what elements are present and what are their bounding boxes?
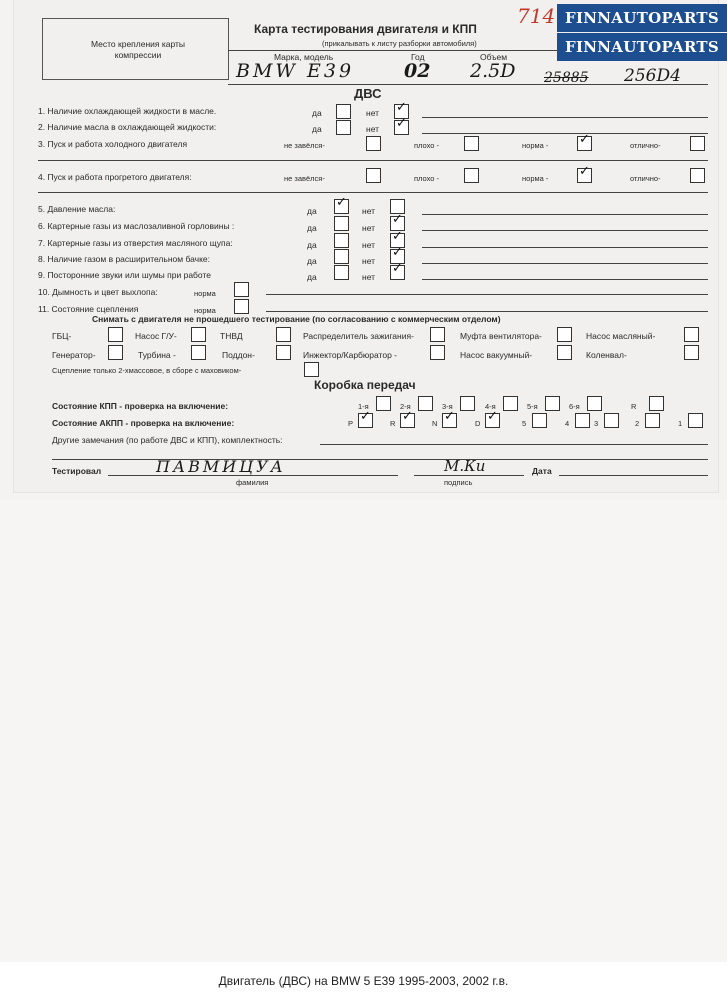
auto-gear-label: 5 <box>522 419 527 428</box>
remove-title: Снимать с двигателя не прошедшего тестирование (по согласованию с коммерческим отделом) <box>92 314 501 324</box>
signature: М.Ки <box>444 457 486 475</box>
item-4-bad: плохо - <box>414 174 440 183</box>
item-3-norm-check-icon: ✓ <box>579 132 590 147</box>
item-4-bad-box[interactable] <box>464 168 479 183</box>
header-volume-label: Объем <box>480 52 508 62</box>
manual-gear-box[interactable] <box>649 396 664 411</box>
item-2: 2. Наличие масла в охлаждающей жидкости: <box>38 122 217 132</box>
item-9-yes-box[interactable] <box>334 265 349 280</box>
item-3-excellent-box[interactable] <box>690 136 705 151</box>
item-4: 4. Пуск и работа прогретого двигателя: <box>38 172 192 182</box>
item-8-yes: да <box>307 256 317 266</box>
form-number: 714 <box>517 4 556 28</box>
part-tnvd-box[interactable] <box>276 327 291 342</box>
item-3: 3. Пуск и работа холодного двигателя <box>38 139 188 149</box>
manual-gear-label: 6-я <box>569 402 580 411</box>
item-5-no: нет <box>362 206 376 216</box>
item-10: 10. Дымность и цвет выхлопа: <box>38 287 158 297</box>
section-gearbox-title: Коробка передач <box>314 378 416 392</box>
auto-gear-check-icon: ✓ <box>402 409 413 424</box>
auto-gear-check-icon: ✓ <box>487 409 498 424</box>
item-8-yes-box[interactable] <box>334 249 349 264</box>
auto-gear-label: 4 <box>565 419 570 428</box>
auto-gear-label: N <box>432 419 438 428</box>
item-6: 6. Картерные газы из маслозаливной горловины : <box>38 221 235 231</box>
item-2-yes: да <box>312 124 322 134</box>
part-injector: Инжектор/Карбюратор - <box>303 350 398 360</box>
part-generator-box[interactable] <box>108 345 123 360</box>
item-7-no: нет <box>362 240 376 250</box>
kpp-label: Состояние КПП - проверка на включение: <box>52 401 229 411</box>
watermark-2: FINNAUTOPARTS <box>557 33 727 61</box>
image-caption: Двигатель (ДВС) на BMW 5 E39 1995-2003, 2002 г.в. <box>0 962 727 1000</box>
part-pallet-box[interactable] <box>276 345 291 360</box>
manual-gear-label: 2-я <box>400 402 411 411</box>
section-engine-title: ДВС <box>354 86 382 101</box>
part-oilpump-box[interactable] <box>684 327 699 342</box>
item-5: 5. Давление масла: <box>38 204 116 214</box>
form-subtitle: (прикалывать к листу разборки автомобиля) <box>322 39 477 48</box>
part-injector-box[interactable] <box>430 345 445 360</box>
item-4-norm: норма - <box>522 174 549 183</box>
auto-gear-label: R <box>390 419 396 428</box>
part-crank-box[interactable] <box>684 345 699 360</box>
manual-gear-box[interactable] <box>460 396 475 411</box>
item-1-yes: да <box>312 108 322 118</box>
part-turbo: Турбина - <box>138 350 176 360</box>
item-2-no-check-icon: ✓ <box>396 116 407 131</box>
auto-gear-box[interactable] <box>645 413 660 428</box>
item-3-norm: норма - <box>522 141 549 150</box>
auto-gear-box[interactable] <box>604 413 619 428</box>
item-10-norm: норма <box>194 289 216 298</box>
part-gbc: ГБЦ- <box>52 331 72 341</box>
item-7-yes: да <box>307 240 317 250</box>
auto-gear-check-icon: ✓ <box>444 409 455 424</box>
part-distributor: Распределитель зажигания- <box>303 331 414 341</box>
auto-gear-label: 3 <box>594 419 599 428</box>
surname-label: фамилия <box>236 478 269 487</box>
code-struck: 25885 <box>544 70 589 86</box>
clutch-note-box[interactable] <box>304 362 319 377</box>
auto-gear-label: 1 <box>678 419 683 428</box>
manual-gear-box[interactable] <box>503 396 518 411</box>
auto-gear-box[interactable] <box>688 413 703 428</box>
item-9-yes: да <box>307 272 317 282</box>
blank-paper-area <box>0 500 727 962</box>
item-1-yes-box[interactable] <box>336 104 351 119</box>
manual-gear-label: 5-я <box>527 402 538 411</box>
auto-gear-check-icon: ✓ <box>360 409 371 424</box>
item-6-no: нет <box>362 223 376 233</box>
item-3-excellent: отлично- <box>630 141 661 150</box>
manual-gear-label: 1-я <box>358 402 369 411</box>
item-4-excellent: отлично- <box>630 174 661 183</box>
part-tnvd: ТНВД <box>220 331 243 341</box>
year-value: 02 <box>404 60 431 82</box>
manual-gear-box[interactable] <box>545 396 560 411</box>
manual-gear-box[interactable] <box>376 396 391 411</box>
manual-gear-box[interactable] <box>418 396 433 411</box>
item-1-no-check-icon: ✓ <box>396 100 407 115</box>
part-crank: Коленвал- <box>586 350 627 360</box>
item-8: 8. Наличие газом в расширительном бачке: <box>38 254 210 264</box>
item-1-no: нет <box>366 108 380 118</box>
akpp-label: Состояние АКПП - проверка на включение: <box>52 418 235 428</box>
item-3-bad-box[interactable] <box>464 136 479 151</box>
part-vacuum: Насос вакуумный- <box>460 350 533 360</box>
signature-label: подпись <box>444 478 473 487</box>
item-4-nostart: не завёлся- <box>284 174 325 183</box>
item-6-yes: да <box>307 223 317 233</box>
item-5-yes-check-icon: ✓ <box>336 195 347 210</box>
manual-gear-box[interactable] <box>587 396 602 411</box>
item-11: 11. Состояние сцепления <box>38 304 139 314</box>
code-value: 256D4 <box>624 66 681 86</box>
volume-value: 2.5D <box>470 60 516 82</box>
item-3-bad: плохо - <box>414 141 440 150</box>
form-title: Карта тестирования двигателя и КПП <box>254 22 477 36</box>
compression-card-stamp-area <box>42 18 229 80</box>
item-3-nostart: не завёлся- <box>284 141 325 150</box>
item-3-nostart-box[interactable] <box>366 136 381 151</box>
auto-gear-label: D <box>475 419 481 428</box>
tested-label: Тестировал <box>52 466 102 476</box>
item-1: 1. Наличие охлаждающей жидкости в масле. <box>38 106 217 116</box>
clutch-note: Сцепление только 2-хмассовое, в сборе с маховиком- <box>52 366 242 375</box>
part-fan-box[interactable] <box>557 327 572 342</box>
auto-gear-label: 2 <box>635 419 640 428</box>
date-label: Дата <box>532 466 552 476</box>
item-2-no: нет <box>366 124 380 134</box>
item-8-no-check-icon: ✓ <box>392 245 403 260</box>
item-4-excellent-box[interactable] <box>690 168 705 183</box>
test-card-sheet <box>14 0 718 492</box>
item-8-no: нет <box>362 256 376 266</box>
item-9-no: нет <box>362 272 376 282</box>
part-oilpump: Насос масляный- <box>586 331 656 341</box>
item-6-yes-box[interactable] <box>334 216 349 231</box>
stamp-label: Место крепления карты компрессии <box>90 39 186 60</box>
manual-gear-label: R <box>631 402 637 411</box>
part-vacuum-box[interactable] <box>557 345 572 360</box>
manual-gear-label: 4-я <box>485 402 496 411</box>
part-generator: Генератор- <box>52 350 96 360</box>
watermark-1: FINNAUTOPARTS <box>557 4 727 32</box>
item-11-norm-box[interactable] <box>234 299 249 314</box>
auto-gear-label: P <box>348 419 354 428</box>
part-pallet: Поддон- <box>222 350 255 360</box>
header-model-label: Марка, модель <box>274 52 334 62</box>
item-4-nostart-box[interactable] <box>366 168 381 183</box>
auto-gear-box[interactable] <box>532 413 547 428</box>
header-year-label: Год <box>411 52 425 62</box>
item-11-norm: норма <box>194 306 216 315</box>
item-7-yes-box[interactable] <box>334 233 349 248</box>
item-9-no-check-icon: ✓ <box>392 261 403 276</box>
manual-gear-label: 3-я <box>442 402 453 411</box>
item-10-norm-box[interactable] <box>234 282 249 297</box>
tester-name: ПАВМИЦУА <box>156 457 286 476</box>
model-value: BMW E39 <box>236 60 355 82</box>
item-5-yes: да <box>307 206 317 216</box>
item-4-norm-check-icon: ✓ <box>579 164 590 179</box>
part-turbo-box[interactable] <box>191 345 206 360</box>
part-gur: Насос Г/У- <box>135 331 177 341</box>
part-gbc-box[interactable] <box>108 327 123 342</box>
item-7-no-check-icon: ✓ <box>392 229 403 244</box>
part-gur-box[interactable] <box>191 327 206 342</box>
item-9: 9. Посторонние звуки или шумы при работе <box>38 270 211 280</box>
item-6-no-check-icon: ✓ <box>392 212 403 227</box>
auto-gear-box[interactable] <box>575 413 590 428</box>
item-7: 7. Картерные газы из отверстия масляного щупа: <box>38 238 233 248</box>
part-fan: Муфта вентилятора- <box>460 331 542 341</box>
notes-label: Другие замечания (по работе ДВС и КПП), комплектность: <box>52 435 283 445</box>
part-distributor-box[interactable] <box>430 327 445 342</box>
item-2-yes-box[interactable] <box>336 120 351 135</box>
